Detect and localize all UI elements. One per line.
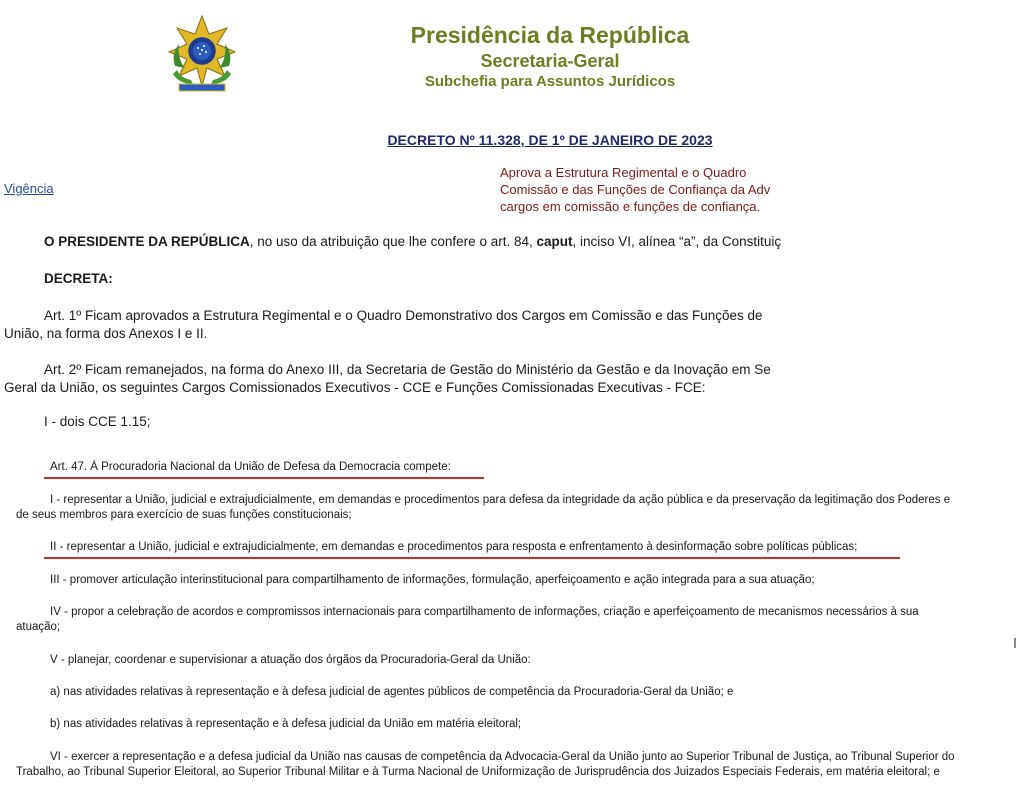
item-i-line-1: I - representar a União, judicial e extrajudicialmente, em demandas e procedimentos para defesa da integridade da ação pública e da preservação da legitimação dos Poderes e [50, 494, 951, 506]
highlight-underline [44, 557, 900, 559]
preamble-text: , no uso da atribuição que lhe confere o art. 84, [249, 234, 537, 249]
highlight-underline [44, 477, 484, 479]
item-vi-line-1: VI - exercer a representação e a defesa judicial da União nas causas de competência da Advocacia-Geral da União junto ao Superior Tribunal de Justiça, ao Tribunal Superior do [50, 751, 955, 763]
item-iii: III - promover articulação interinstitucional para compartilhamento de informações, formulação, aperfeiçoamento e ação integrada para a sua atuação; [50, 574, 815, 586]
decreta-heading: DECRETA: [44, 271, 113, 286]
page-header [300, 20, 800, 92]
item-iv-line-1: IV - propor a celebração de acordos e compromissos internacionais para compartilhamento de informações, criação e aperfeiçoamento de mecanismos necessários à sua [50, 606, 919, 618]
item-i-line-2: de seus membros para exercício de suas funções constitucionais; [16, 509, 352, 521]
item-ii: II - representar a União, judicial e extrajudicialmente, em demandas e procedimentos para resposta e enfrentamento à desinformação sobre políticas públicas; [50, 541, 858, 553]
item-vi-line-2: Trabalho, ao Tribunal Superior Eleitoral, ao Superior Tribunal Militar e à Turma Nacional de Uniformização de Jurisprudência dos Juizados Especiais Federais, em matéria eleitoral; e [16, 766, 940, 778]
coat-of-arms-emblem [165, 14, 239, 94]
scrollbar-mark[interactable] [1014, 638, 1016, 648]
decree-ementa [500, 164, 790, 215]
header-subtitle: Secretaria-Geral [480, 51, 620, 71]
article-1-line-2: União, na forma dos Anexos I e II. [4, 326, 208, 341]
header-subtitle-2: Subchefia para Assuntos Jurídicos [424, 73, 676, 90]
article-47-heading: Art. 47. À Procuradoria Nacional da União de Defesa da Democracia compete: [50, 461, 451, 473]
vigencia-link[interactable]: Vigência [4, 181, 54, 196]
decree-title[interactable]: DECRETO Nº 11.328, DE 1º DE JANEIRO DE 2023 [387, 132, 713, 148]
header-title: Presidência da República [410, 22, 690, 48]
article-1-line-1: Art. 1º Ficam aprovados a Estrutura Regimental e o Quadro Demonstrativo dos Cargos em Comissão e das Funções de [44, 308, 763, 323]
item-v-a: a) nas atividades relativas à representação e à defesa judicial de agentes públicos de competência da Procuradoria-Geral da União; e [50, 686, 734, 698]
ementa-line: Comissão e das Funções de Confiança da Adv [500, 182, 771, 197]
preamble-text-end: , inciso VI, alínea “a”, da Constituiç [572, 234, 782, 249]
article-2-line-1: Art. 2º Ficam remanejados, na forma do Anexo III, da Secretaria de Gestão do Ministério da Gestão e da Inovação em Se [44, 362, 771, 377]
ementa-line: cargos em comissão e funções de confiança. [500, 199, 761, 214]
item-iv-line-2: atuação; [16, 621, 61, 633]
preamble-caput: caput [536, 234, 573, 249]
preamble [44, 233, 788, 251]
ementa-line: Aprova a Estrutura Regimental e o Quadro [500, 165, 747, 180]
item-v-b: b) nas atividades relativas à representação e à defesa judicial da União em matéria eleitoral; [50, 718, 522, 730]
preamble-president: O PRESIDENTE DA REPÚBLICA [44, 234, 250, 249]
article-2-item-i: I - dois CCE 1.15; [44, 414, 151, 429]
item-v: V - planejar, coordenar e supervisionar a atuação dos órgãos da Procuradoria-Geral da União: [50, 654, 531, 666]
article-2-line-2: Geral da União, os seguintes Cargos Comissionados Executivos - CCE e Funções Comissionadas Executivas - FCE: [4, 380, 706, 395]
